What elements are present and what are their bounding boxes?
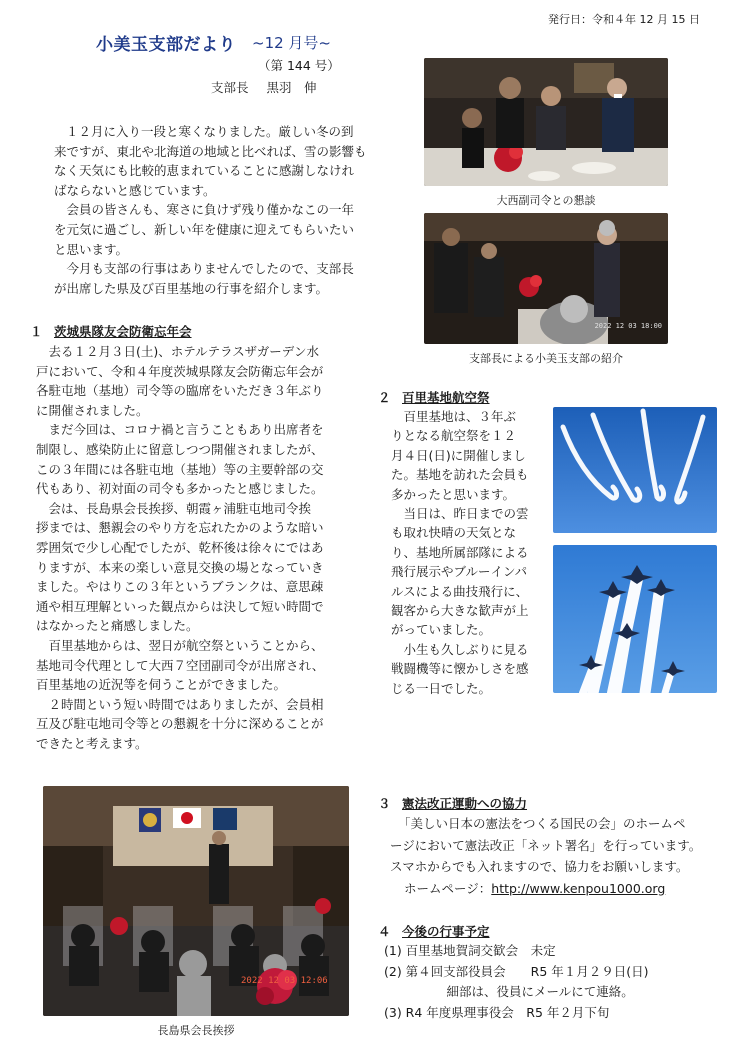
section2-line: 当日は、昨日までの雲 <box>391 506 529 522</box>
schedule-item: (2) 第４回支部役員会 R5 年１月２９日(日) <box>384 963 649 979</box>
section2-line: も取れ快晴の天気とな <box>391 525 517 541</box>
section2-body <box>391 407 529 698</box>
photo-dinner-talk-image <box>424 58 668 186</box>
section3-line: 「美しい日本の憲法をつくる国民の会」のホームペ <box>398 816 686 831</box>
schedule-item: (3) R4 年度県理事役会 R5 年２月下旬 <box>384 1004 610 1020</box>
section2-line: り、基地所属部隊による <box>391 544 529 560</box>
section4-heading <box>378 922 490 940</box>
section2-line: た。基地を訪れた会員も <box>391 467 529 483</box>
section1-line: 互及び駐屯地司令等との懇親を十分に深めることが <box>36 716 324 732</box>
intro-line: なく天気にも比較的恵まれていることに感謝しなけれ <box>54 163 355 179</box>
section1-line: 百里基地からは、翌日が航空祭ということから、 <box>36 637 324 653</box>
photo-chapter-intro-caption: 支部長による小美玉支部の紹介 <box>469 352 623 365</box>
section1-line: 百里基地の近況等を伺うことができました。 <box>36 677 287 693</box>
schedule-item-detail: 細部は、役員にメールにて連絡。 <box>384 984 634 999</box>
homepage-line <box>390 878 701 900</box>
photo-chairman-greeting-caption: 長島県会長挨拶 <box>157 1024 235 1037</box>
section4-number: ４ <box>378 924 391 939</box>
section1-line: 拶までは、懇親会のやり方を忘れたかのような暗い <box>36 520 324 536</box>
section1-line: この３年間には各駐屯地（基地）等の主要幹部の交 <box>36 461 324 477</box>
section1-line: はなかったと痛感しました。 <box>36 618 199 634</box>
intro-line: が出席した県及び百里基地の行事を紹介します。 <box>54 280 329 296</box>
section2-line: 月４日(日)に開催しまし <box>391 447 526 463</box>
section3-line: スマホからでも入れますので、協力をお願いします。 <box>390 859 689 874</box>
intro-line: と思います。 <box>54 241 129 257</box>
section1-line: まだ今回は、コロナ禍と言うこともあり出席者を <box>36 422 324 438</box>
section2-line: がっていました。 <box>391 622 492 638</box>
photo-dinner-talk <box>424 58 668 186</box>
homepage-link[interactable]: http://www.kenpou1000.org <box>491 880 666 896</box>
section4-title: 今後の行事予定 <box>402 924 490 939</box>
section2-line: 戦闘機等に懐かしさを感 <box>391 661 529 677</box>
homepage-label: ホームページ： <box>404 880 492 896</box>
intro-line: ばならないと感じています。 <box>54 182 216 198</box>
intro-line: 会員の皆さんも、寒さに負けず残り僅かなこの一年 <box>54 202 355 218</box>
newsletter-title: 小美玉支部だより <box>96 35 236 55</box>
photo-chapter-intro-stamp: 2022 12 03 18:00 <box>594 322 662 330</box>
section1-line: 各駐屯地（基地）司令等の臨席をいただき３年ぶり <box>36 383 324 399</box>
section1-title: 茨城県隊友会防衛忘年会 <box>54 324 192 339</box>
photo-chairman-greeting <box>43 786 349 1016</box>
photo-blue-impulse <box>553 545 717 693</box>
section2-line: じる一日でした。 <box>391 680 492 696</box>
section1-line: 通や相互理解といった観点からは決して短い時間で <box>36 598 324 614</box>
author-line <box>211 78 317 96</box>
section3-body <box>390 813 701 899</box>
section2-title: 百里基地航空祭 <box>402 390 490 405</box>
author-name: 黒羽 伸 <box>266 80 317 95</box>
section2-line: 観客から大きな歓声が上 <box>391 603 529 619</box>
intro-line: 今月も支部の行事はありませんでしたので、支部長 <box>54 261 354 277</box>
section2-line: 百里基地は、３年ぶ <box>391 409 517 424</box>
section2-line: 小生も久しぶりに見る <box>391 641 529 657</box>
section1-line: りますが、本来の楽しい意見交換の場となっていき <box>36 559 324 575</box>
section1-body <box>36 342 324 753</box>
section3-heading <box>378 794 527 812</box>
issue-number: （第 144 号） <box>258 58 340 73</box>
section1-line: 雰囲気で少し心配でしたが、乾杯後は徐々にではあ <box>36 539 324 555</box>
section3-line: ージにおいて憲法改正「ネット署名」を行っています。 <box>390 837 702 853</box>
photo-chapter-intro <box>424 213 668 344</box>
photo-smoke-trails <box>553 407 717 533</box>
section1-number: １ <box>30 324 43 339</box>
photo-chairman-greeting-stamp: 2022 12 03 12:06 <box>241 976 328 986</box>
section2-line: ルスによる曲技飛行に、 <box>391 583 529 599</box>
photo-blue-impulse-image <box>553 545 717 693</box>
author-role: 支部長 <box>211 80 249 95</box>
section2-line: 多かったと思います。 <box>391 486 516 502</box>
intro-paragraph <box>54 122 367 298</box>
section2-heading <box>378 388 490 406</box>
section1-line: 戸において、令和４年度茨城県隊友会防衛忘年会が <box>36 363 324 379</box>
schedule-item: (1) 百里基地賀詞交歓会 未定 <box>384 943 556 958</box>
section1-line: ました。やはりこの３年というブランクは、意思疎 <box>36 579 324 595</box>
issue-month: ~12 月号~ <box>252 34 331 52</box>
section1-line: 制限し、感染防止に留意しつつ開催されましたが、 <box>36 441 324 457</box>
photo-smoke-trails-image <box>553 407 717 533</box>
section2-number: ２ <box>378 390 391 405</box>
section2-line: 飛行展示やブルーインパ <box>391 564 528 580</box>
section4-schedule <box>384 941 649 1023</box>
intro-line: 来ですが、東北や北海道の地域と比べれば、雪の影響も <box>54 143 367 159</box>
section1-line: できたと考えます。 <box>36 735 148 751</box>
issue-date: 発行日：令和４年 12 月 15 日 <box>548 13 700 26</box>
section1-heading <box>30 322 192 340</box>
section1-line: に開催されました。 <box>36 402 149 418</box>
section2-line: りとなる航空祭を１２ <box>391 428 517 444</box>
section1-line: 基地司令代理として大西７空団副司令が出席され、 <box>36 657 325 673</box>
section1-line: 会は、長島県会長挨拶、朝霞ヶ浦駐屯地司令挨 <box>36 500 312 516</box>
section3-number: ３ <box>378 796 391 811</box>
section1-line: 去る１２月３日(土)、ホテルテラスザガーデン水 <box>36 344 320 359</box>
section1-line: 代もあり、初対面の司令も多かったと感じました。 <box>36 481 324 497</box>
intro-line: １２月に入り一段と寒くなりました。厳しい冬の到 <box>66 124 354 139</box>
photo-dinner-talk-caption: 大西副司令との懇談 <box>496 194 596 207</box>
section1-line: ２時間という短い時間ではありましたが、会員相 <box>36 696 324 712</box>
intro-line: を元気に過ごし、新しい年を健康に迎えてもらいたい <box>54 221 355 237</box>
section3-title: 憲法改正運動への協力 <box>402 796 528 811</box>
